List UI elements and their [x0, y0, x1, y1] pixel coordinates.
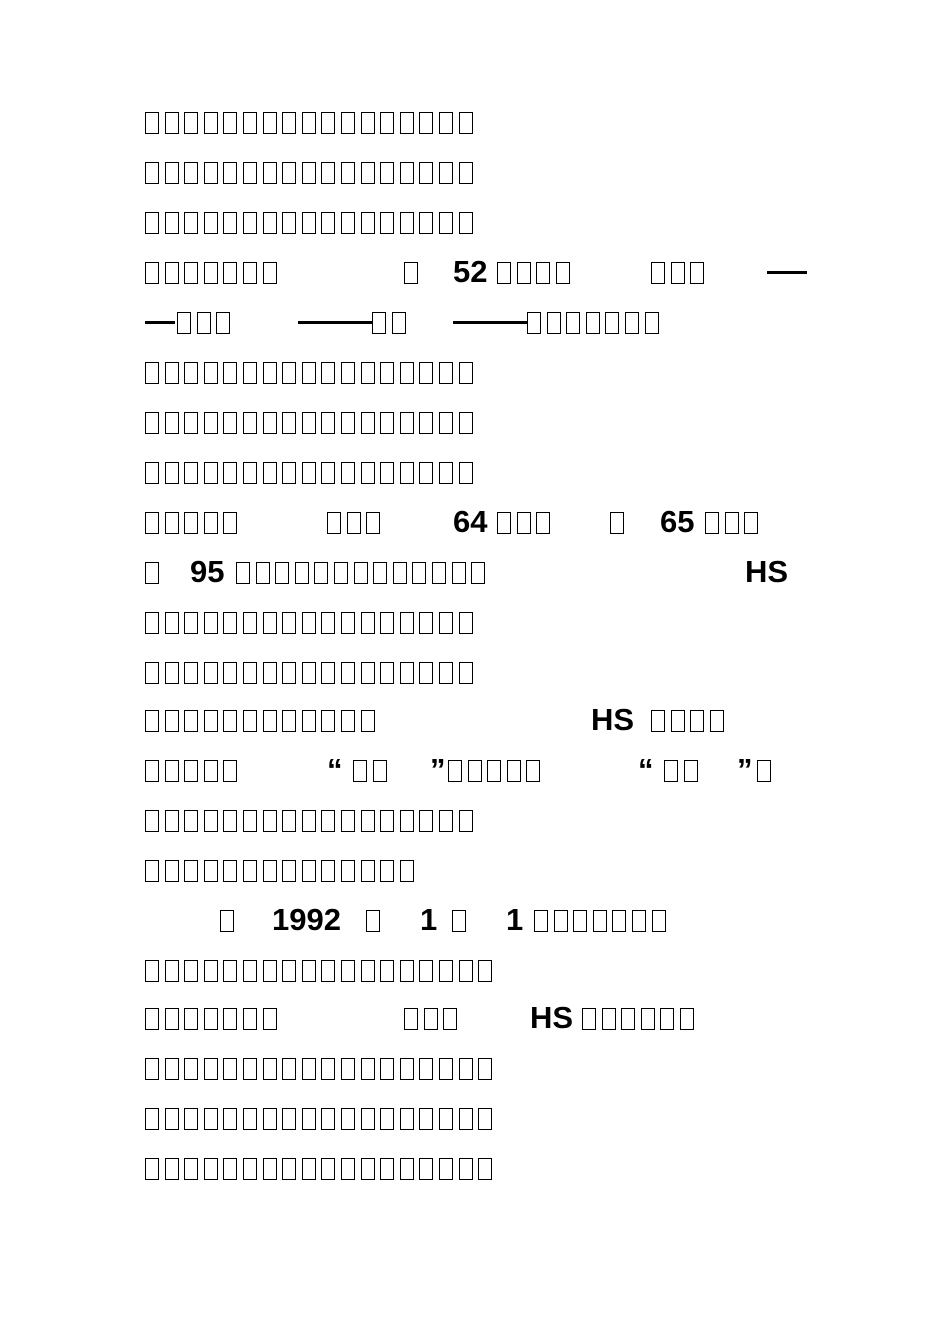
glyph-run: [145, 102, 478, 142]
glyph-run: [145, 800, 478, 840]
text-line: [0, 502, 950, 542]
glyph-run: [145, 1148, 498, 1188]
text-line: [0, 552, 950, 592]
glyph-run: [145, 602, 478, 642]
glyph-run: [651, 252, 710, 292]
glyph-run: [404, 998, 463, 1038]
open-quote: “: [327, 752, 343, 787]
glyph-run: [145, 700, 380, 740]
glyph-run: [145, 750, 243, 790]
text-line: [0, 1048, 950, 1088]
glyph-run: [705, 502, 764, 542]
bold-number: 1: [506, 902, 524, 937]
bold-number: 1992: [272, 902, 341, 937]
bold-code: HS: [591, 702, 635, 737]
em-dash: [145, 321, 175, 324]
glyph-run: [145, 998, 282, 1038]
glyph-run: [145, 552, 165, 592]
glyph-run: [145, 850, 419, 890]
glyph-run: [497, 502, 556, 542]
glyph-run: [236, 552, 491, 592]
glyph-run: [327, 502, 386, 542]
glyph-run: [651, 700, 729, 740]
glyph-run: [145, 402, 478, 442]
text-line: [0, 302, 950, 342]
glyph-run: [372, 302, 411, 342]
text-line: [0, 900, 950, 940]
bold-number: 1: [420, 902, 438, 937]
glyph-run: [497, 252, 575, 292]
text-line: [0, 102, 950, 142]
glyph-run: [145, 202, 478, 242]
em-dash: [298, 321, 372, 324]
glyph-run: [145, 1048, 498, 1088]
glyph-run: [757, 750, 777, 790]
text-line: [0, 652, 950, 692]
glyph-run: [448, 750, 546, 790]
text-line: [0, 998, 950, 1038]
glyph-run: [610, 502, 630, 542]
text-line: [0, 1148, 950, 1188]
close-quote: ”: [737, 752, 753, 787]
bold-code: HS: [530, 1000, 574, 1035]
glyph-run: [145, 1098, 498, 1138]
em-dash: [453, 321, 527, 324]
text-line: [0, 202, 950, 242]
glyph-run: [527, 302, 664, 342]
glyph-run: [582, 998, 700, 1038]
glyph-run: [145, 252, 282, 292]
glyph-run: [145, 352, 478, 392]
glyph-run: [145, 152, 478, 192]
glyph-run: [145, 502, 243, 542]
bold-number: 64: [453, 504, 488, 539]
glyph-run: [534, 900, 671, 940]
text-line: [0, 750, 950, 790]
glyph-run: [145, 950, 498, 990]
glyph-run: [366, 900, 386, 940]
text-line: [0, 402, 950, 442]
glyph-run: [145, 652, 478, 692]
text-line: [0, 950, 950, 990]
glyph-run: [353, 750, 392, 790]
text-line: [0, 700, 950, 740]
open-quote: “: [638, 752, 654, 787]
bold-number: 65: [660, 504, 695, 539]
em-dash: [767, 271, 807, 274]
bold-code: HS: [745, 554, 789, 589]
glyph-run: [404, 252, 424, 292]
glyph-run: [452, 900, 472, 940]
bold-number: 95: [190, 554, 225, 589]
glyph-run: [177, 302, 236, 342]
bold-number: 52: [453, 254, 488, 289]
text-line: [0, 352, 950, 392]
text-line: [0, 152, 950, 192]
glyph-run: [664, 750, 703, 790]
glyph-run: [220, 900, 240, 940]
glyph-run: [145, 452, 478, 492]
text-line: [0, 452, 950, 492]
text-line: [0, 252, 950, 292]
text-line: [0, 602, 950, 642]
text-line: [0, 800, 950, 840]
close-quote: ”: [430, 752, 446, 787]
text-line: [0, 850, 950, 890]
text-line: [0, 1098, 950, 1138]
